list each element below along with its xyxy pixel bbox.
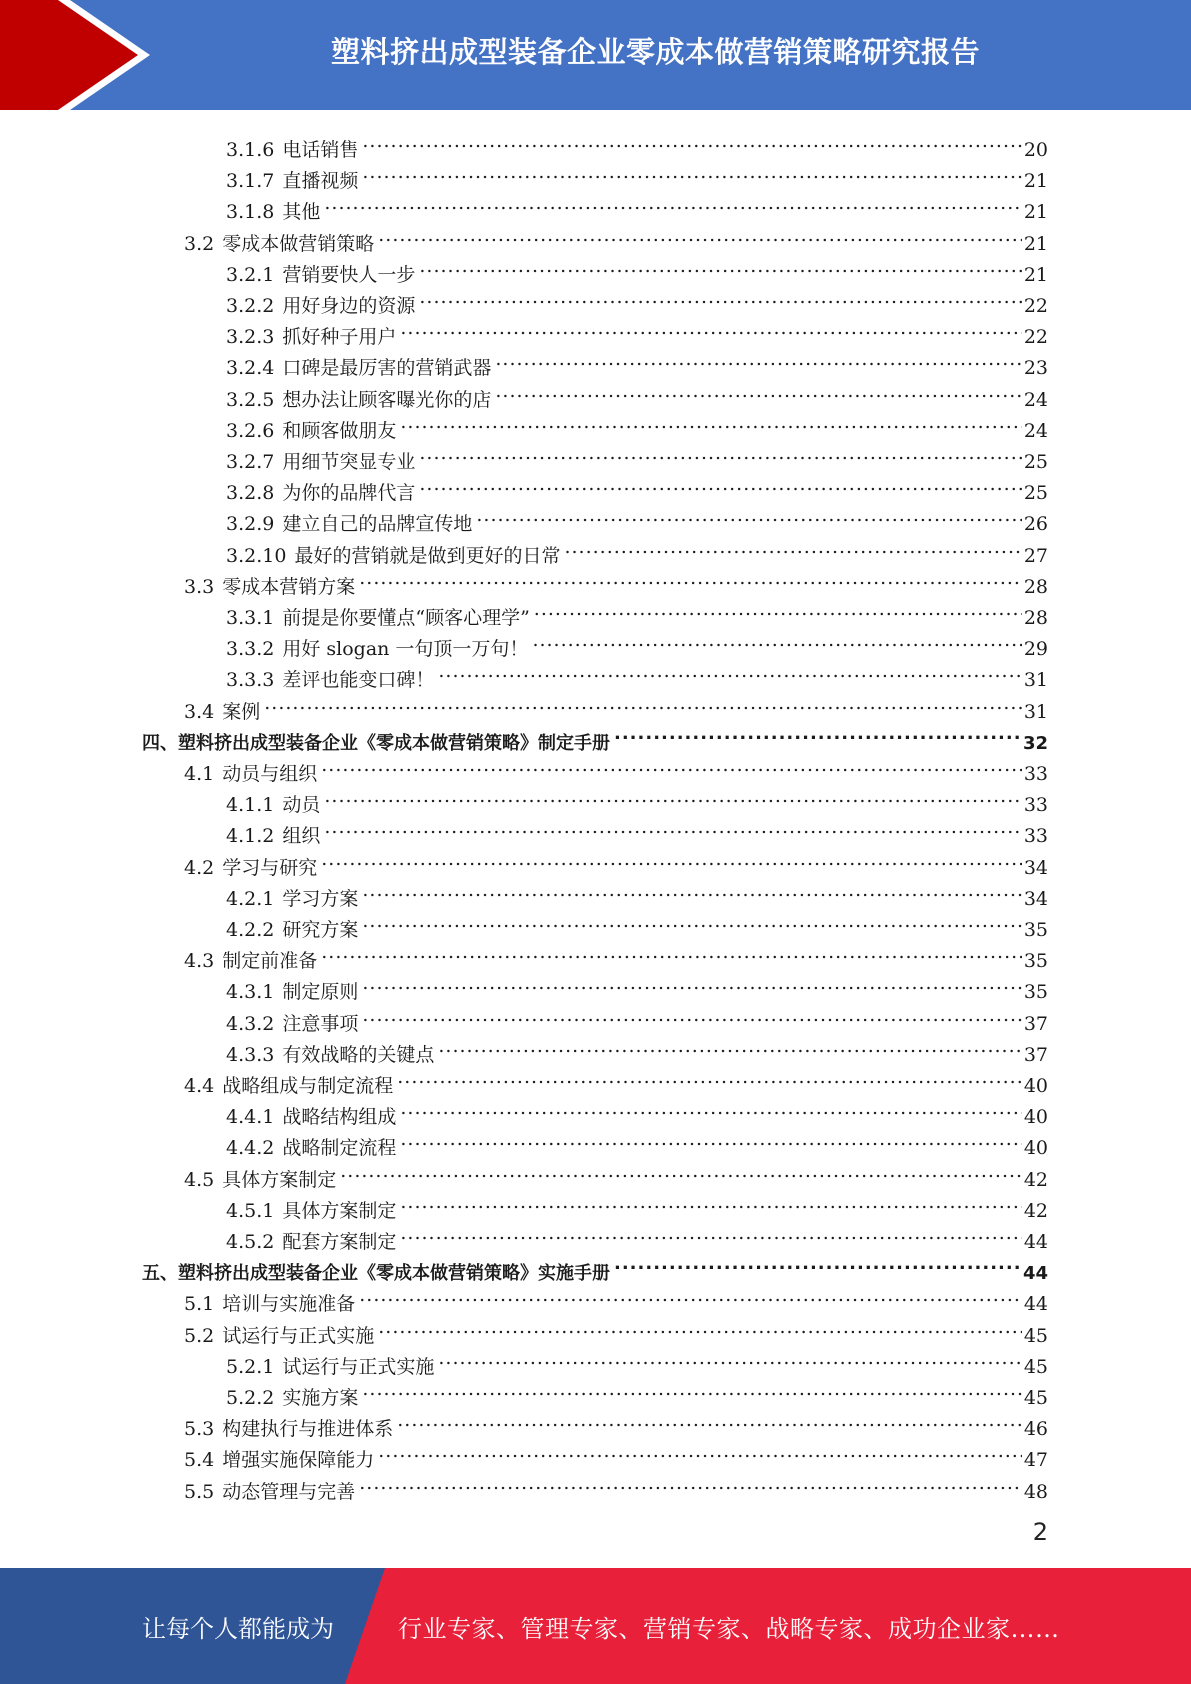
toc-entry-title: 制定前准备 <box>222 950 318 973</box>
toc-entry-title: 战略组成与制定流程 <box>222 1075 394 1097</box>
toc-entry-title: 试运行与正式实施 <box>282 1355 435 1378</box>
toc-dot-leader <box>493 376 1021 406</box>
toc-entry-number: 4.3 <box>184 950 215 973</box>
toc-entry-page: 35 <box>1023 919 1048 941</box>
toc-entry-number: 3.3.2 <box>226 638 275 661</box>
toc-dot-leader <box>417 438 1021 468</box>
toc-dot-leader <box>395 1062 1022 1092</box>
toc-dot-leader <box>612 719 1021 749</box>
toc-entry-number: 3.2.1 <box>226 263 275 286</box>
toc-entry-title: 具体方案制定 <box>222 1168 337 1191</box>
toc-entry-page: 42 <box>1023 1168 1048 1191</box>
toc-entry-page: 44 <box>1023 1293 1048 1316</box>
toc-entry-page: 32 <box>1022 732 1048 754</box>
toc-entry-page: 46 <box>1023 1418 1048 1441</box>
toc-entry-title: 为你的品牌代言 <box>282 482 416 505</box>
toc-dot-leader <box>376 1312 1022 1342</box>
toc-entry-number: 3.2.10 <box>226 544 287 567</box>
page-number: 2 <box>1032 1518 1048 1546</box>
toc-entry[interactable] <box>226 126 1048 161</box>
toc-entry-title: 学习与研究 <box>222 856 318 879</box>
toc-entry-page: 35 <box>1023 950 1048 973</box>
toc-dot-leader <box>612 1249 1021 1279</box>
toc-entry-number: 3.2.9 <box>226 513 275 536</box>
toc-entry-title: 建立自己的品牌宣传地 <box>282 513 473 536</box>
toc-entry[interactable] <box>184 937 1048 973</box>
toc-entry-title: 具体方案制定 <box>282 1199 397 1222</box>
toc-entry[interactable] <box>184 1156 1048 1191</box>
toc-entry-title: 塑料挤出成型装备企业《零成本做营销策略》制定手册 <box>178 732 610 754</box>
toc-dot-leader <box>474 500 1021 530</box>
toc-dot-leader <box>319 937 1022 967</box>
toc-entry-page: 45 <box>1023 1324 1048 1347</box>
toc-entry-page: 45 <box>1023 1355 1048 1378</box>
toc-entry[interactable] <box>226 1343 1048 1378</box>
toc-entry-page: 40 <box>1023 1137 1048 1160</box>
toc-dot-leader <box>376 220 1022 250</box>
toc-entry-number: 3.2.7 <box>226 451 275 473</box>
toc-dot-leader <box>398 1218 1021 1248</box>
toc-entry-title: 电话销售 <box>282 139 359 161</box>
toc-entry[interactable] <box>184 750 1048 785</box>
toc-entry[interactable] <box>226 1218 1048 1253</box>
toc-entry-title: 零成本营销方案 <box>222 575 356 598</box>
toc-entry-title: 有效战略的关键点 <box>282 1043 435 1066</box>
toc-entry-page: 37 <box>1023 1012 1048 1035</box>
toc-dot-leader <box>360 968 1021 998</box>
toc-dot-leader <box>376 1436 1022 1466</box>
toc-entry-number: 4.4.1 <box>226 1106 275 1129</box>
toc-dot-leader <box>398 1124 1021 1154</box>
toc-entry[interactable] <box>226 188 1048 224</box>
toc-entry-title: 直播视频 <box>282 170 359 193</box>
toc-entry-title: 战略制定流程 <box>282 1137 397 1160</box>
toc-entry-title: 用好 slogan 一句顶一万句！ <box>282 638 529 661</box>
toc-entry-number: 4.4.2 <box>226 1137 275 1160</box>
toc-entry-page: 22 <box>1023 295 1048 317</box>
toc-entry-number: 4.5.1 <box>226 1199 275 1222</box>
toc-entry-title: 研究方案 <box>282 919 359 941</box>
toc-entry-page: 40 <box>1023 1106 1048 1129</box>
toc-entry[interactable] <box>184 220 1048 255</box>
toc-entry-page: 21 <box>1023 201 1048 224</box>
toc-dot-leader <box>436 1031 1021 1061</box>
toc-dot-leader <box>319 844 1022 874</box>
toc-entry[interactable] <box>142 1249 1048 1285</box>
toc-entry[interactable] <box>184 1436 1048 1472</box>
toc-dot-leader <box>322 188 1021 218</box>
toc-entry[interactable] <box>226 1374 1048 1409</box>
toc-dot-leader <box>360 875 1021 905</box>
toc-entry-number: 四、 <box>142 732 178 754</box>
toc-entry-title: 口碑是最厉害的营销武器 <box>282 357 492 380</box>
toc-entry-page: 42 <box>1023 1199 1048 1222</box>
toc-entry-title: 实施方案 <box>282 1387 359 1409</box>
toc-entry[interactable] <box>226 906 1048 941</box>
toc-entry[interactable] <box>226 344 1048 380</box>
toc-dot-leader <box>360 1000 1021 1030</box>
toc-dot-leader <box>493 344 1021 374</box>
toc-entry-page: 40 <box>1023 1075 1048 1097</box>
toc-entry[interactable] <box>226 532 1048 567</box>
toc-dot-leader <box>360 126 1021 156</box>
toc-dot-leader <box>395 1405 1022 1435</box>
toc-dot-leader <box>417 251 1021 281</box>
toc-entry-page: 24 <box>1023 419 1048 442</box>
toc-entry-page: 26 <box>1023 513 1048 536</box>
toc-entry-page: 27 <box>1023 544 1048 567</box>
toc-entry-title: 最好的营销就是做到更好的日常 <box>294 544 561 567</box>
toc-entry-number: 3.2 <box>184 232 215 255</box>
toc-entry[interactable] <box>226 656 1048 692</box>
toc-dot-leader <box>360 157 1021 187</box>
toc-entry[interactable] <box>184 1405 1048 1441</box>
toc-entry-page: 47 <box>1023 1449 1048 1472</box>
toc-entry-page: 20 <box>1023 139 1048 161</box>
toc-entry[interactable] <box>226 594 1048 629</box>
toc-entry[interactable] <box>226 500 1048 536</box>
toc-entry[interactable] <box>226 875 1048 910</box>
toc-entry-number: 5.3 <box>184 1418 215 1441</box>
toc-entry-number: 5.1 <box>184 1293 215 1316</box>
toc-entry-page: 44 <box>1023 1231 1048 1253</box>
toc-dot-leader <box>360 906 1021 936</box>
toc-entry-number: 3.2.3 <box>226 326 275 349</box>
toc-entry[interactable] <box>142 719 1048 754</box>
toc-entry-title: 学习方案 <box>282 887 359 910</box>
toc-entry-page: 33 <box>1023 825 1048 848</box>
toc-entry[interactable] <box>226 376 1048 411</box>
toc-entry-page: 22 <box>1023 326 1048 349</box>
toc-entry-title: 配套方案制定 <box>282 1231 397 1253</box>
toc-entry-number: 3.1.8 <box>226 201 275 224</box>
toc-entry[interactable] <box>226 469 1048 505</box>
toc-entry-title: 用细节突显专业 <box>282 451 416 473</box>
toc-entry[interactable] <box>184 1468 1048 1503</box>
page-header <box>0 0 1191 110</box>
toc-entry-number: 3.3 <box>184 575 215 598</box>
toc-dot-leader <box>322 812 1021 842</box>
toc-entry-page: 35 <box>1023 981 1048 1004</box>
toc-dot-leader <box>338 1156 1022 1186</box>
toc-dot-leader <box>398 313 1021 343</box>
toc-entry[interactable] <box>226 1093 1048 1129</box>
toc-dot-leader <box>357 563 1022 593</box>
toc-entry-title: 其他 <box>282 201 321 224</box>
toc-dot-leader <box>562 532 1021 562</box>
toc-dot-leader <box>530 625 1021 655</box>
toc-entry-number: 3.2.5 <box>226 388 275 411</box>
toc-entry-title: 动员 <box>282 794 321 817</box>
toc-entry[interactable] <box>184 844 1048 879</box>
toc-entry-number: 5.2.2 <box>226 1387 275 1409</box>
toc-dot-leader <box>357 1280 1022 1310</box>
toc-entry[interactable] <box>184 1062 1048 1097</box>
toc-entry-number: 4.3.1 <box>226 981 275 1004</box>
toc-entry-page: 28 <box>1023 607 1048 629</box>
toc-entry-number: 5.5 <box>184 1480 215 1503</box>
toc-entry-number: 5.2 <box>184 1324 215 1347</box>
toc-entry-title: 制定原则 <box>282 981 359 1004</box>
toc-entry-number: 5.2.1 <box>226 1355 275 1378</box>
toc-entry-page: 21 <box>1023 170 1048 193</box>
toc-dot-leader <box>417 469 1021 499</box>
toc-entry-number: 3.3.3 <box>226 669 275 692</box>
toc-entry[interactable] <box>226 251 1048 286</box>
toc-entry-number: 3.2.6 <box>226 419 275 442</box>
toc-dot-leader <box>262 688 1022 718</box>
toc-entry-number: 3.2.4 <box>226 357 275 380</box>
toc-entry-number: 3.3.1 <box>226 607 275 629</box>
toc-entry-number: 4.3.3 <box>226 1043 275 1066</box>
toc-dot-leader <box>398 1187 1021 1217</box>
toc-entry-page: 21 <box>1023 263 1048 286</box>
toc-dot-leader <box>436 656 1021 686</box>
toc-dot-leader <box>398 1093 1021 1123</box>
toc-entry[interactable] <box>226 438 1048 473</box>
toc-entry-number: 3.2.8 <box>226 482 275 505</box>
toc-entry-number: 3.1.7 <box>226 170 275 193</box>
toc-dot-leader <box>532 594 1022 624</box>
toc-dot-leader <box>436 1343 1021 1373</box>
toc-entry-number: 4.3.2 <box>226 1012 275 1035</box>
footer-slogan-right: 行业专家、管理专家、营销专家、战略专家、成功企业家…… <box>398 1614 1060 1643</box>
toc-entry-title: 塑料挤出成型装备企业《零成本做营销策略》实施手册 <box>178 1263 610 1285</box>
toc-entry-page: 33 <box>1023 794 1048 817</box>
footer-slogan-left: 让每个人都能成为 <box>142 1614 334 1643</box>
toc-entry-page: 29 <box>1023 638 1048 661</box>
toc-entry[interactable] <box>226 1124 1048 1160</box>
toc-entry[interactable] <box>226 313 1048 349</box>
toc-entry[interactable] <box>226 625 1048 661</box>
toc-entry-title: 组织 <box>282 825 321 848</box>
toc-entry-page: 33 <box>1023 763 1048 785</box>
toc-entry-page: 28 <box>1023 575 1048 598</box>
toc-entry-page: 34 <box>1023 856 1048 879</box>
toc-entry[interactable] <box>226 157 1048 193</box>
toc-entry[interactable] <box>184 1280 1048 1316</box>
toc-entry-number: 5.4 <box>184 1449 215 1472</box>
toc-entry-page: 34 <box>1023 887 1048 910</box>
toc-entry-number: 3.4 <box>184 700 215 723</box>
toc-entry-title: 动员与组织 <box>222 763 318 785</box>
toc-entry-title: 抓好种子用户 <box>282 326 397 349</box>
toc-entry[interactable] <box>226 812 1048 848</box>
toc-entry-page: 24 <box>1023 388 1048 411</box>
toc-entry-title: 营销要快人一步 <box>282 263 416 286</box>
toc-entry-title: 试运行与正式实施 <box>222 1324 375 1347</box>
toc-entry-title: 战略结构组成 <box>282 1106 397 1129</box>
toc-entry-title: 增强实施保障能力 <box>222 1449 375 1472</box>
toc-entry-number: 4.5 <box>184 1168 215 1191</box>
toc-entry-page: 37 <box>1023 1043 1048 1066</box>
toc-entry-number: 4.2.2 <box>226 919 275 941</box>
toc-entry-title: 零成本做营销策略 <box>222 232 375 255</box>
toc-dot-leader <box>322 781 1021 811</box>
toc-entry[interactable] <box>226 968 1048 1004</box>
toc-entry-page: 31 <box>1023 669 1048 692</box>
toc-entry[interactable] <box>184 688 1048 723</box>
toc-entry[interactable] <box>226 781 1048 817</box>
toc-dot-leader <box>319 750 1022 780</box>
toc-entry-title: 差评也能变口碑！ <box>282 669 435 692</box>
toc-dot-leader <box>360 1374 1021 1404</box>
toc-dot-leader <box>417 282 1021 312</box>
toc-entry-title: 动态管理与完善 <box>222 1480 356 1503</box>
toc-entry[interactable] <box>184 563 1048 598</box>
toc-entry-page: 48 <box>1023 1480 1048 1503</box>
toc-entry-number: 3.2.2 <box>226 295 275 317</box>
toc-entry-number: 五、 <box>142 1263 178 1285</box>
toc-entry-number: 4.1.1 <box>226 794 275 817</box>
toc-dot-leader <box>398 407 1021 437</box>
toc-entry[interactable] <box>226 1031 1048 1066</box>
toc-entry-number: 4.1 <box>184 763 215 785</box>
toc-entry-page: 21 <box>1023 232 1048 255</box>
toc-entry-title: 案例 <box>222 700 261 723</box>
page-footer <box>0 1568 1191 1684</box>
toc-entry[interactable] <box>184 1312 1048 1347</box>
toc-entry-title: 注意事项 <box>282 1012 359 1035</box>
toc-entry-title: 用好身边的资源 <box>282 295 416 317</box>
toc-entry-number: 4.4 <box>184 1075 215 1097</box>
toc-entry-title: 想办法让顾客曝光你的店 <box>282 388 492 411</box>
toc-entry-page: 23 <box>1023 357 1048 380</box>
toc-entry-title: 前提是你要懂点“顾客心理学” <box>282 607 530 629</box>
document-title: 塑料挤出成型装备企业零成本做营销策略研究报告 <box>330 34 980 69</box>
toc-entry[interactable] <box>226 1187 1048 1222</box>
toc-entry-page: 44 <box>1022 1263 1048 1285</box>
toc-entry-page: 45 <box>1023 1387 1048 1409</box>
toc-entry-page: 25 <box>1023 451 1048 473</box>
toc-entry[interactable] <box>226 407 1048 442</box>
toc-entry-number: 4.1.2 <box>226 825 275 848</box>
toc-entry-number: 4.5.2 <box>226 1231 275 1253</box>
toc-entry[interactable] <box>226 1000 1048 1035</box>
toc-entry-title: 构建执行与推进体系 <box>222 1418 394 1441</box>
toc-entry-title: 和顾客做朋友 <box>282 419 397 442</box>
toc-entry-number: 4.2.1 <box>226 887 275 910</box>
toc-entry-page: 31 <box>1023 700 1048 723</box>
toc-entry-number: 4.2 <box>184 856 215 879</box>
toc-entry-page: 25 <box>1023 482 1048 505</box>
toc-entry-number: 3.1.6 <box>226 139 275 161</box>
toc-entry[interactable] <box>226 282 1048 317</box>
toc-entry-title: 培训与实施准备 <box>222 1293 356 1316</box>
toc-dot-leader <box>357 1468 1022 1498</box>
